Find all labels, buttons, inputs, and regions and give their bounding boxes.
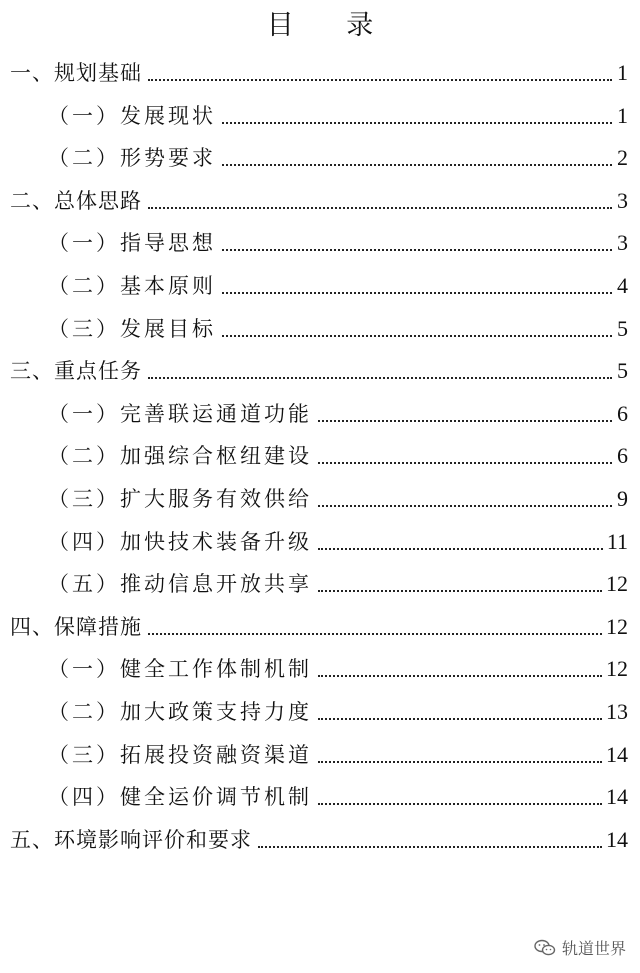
- toc-entry-page: 6: [617, 443, 628, 469]
- toc-entry-label: （五）推动信息开放共享: [48, 572, 312, 597]
- toc-entry[interactable]: [0, 648, 640, 682]
- dot-leader: [222, 292, 612, 294]
- toc-entry-label: 三、重点任务: [10, 359, 142, 384]
- toc-entry[interactable]: [0, 52, 640, 86]
- toc-entry-page: 14: [606, 741, 628, 767]
- dot-leader: [222, 249, 612, 251]
- toc-entry-label: （二）形势要求: [48, 146, 216, 171]
- toc-entry-label: （一）指导思想: [48, 231, 216, 256]
- toc-entry-page: 3: [617, 230, 628, 256]
- toc-entry-label: 一、规划基础: [10, 61, 142, 85]
- toc-entry-page: 1: [617, 102, 628, 128]
- toc-entry-label: 四、保障措施: [10, 614, 142, 639]
- toc-entry[interactable]: [0, 819, 640, 853]
- toc-entry-label: （四）加快技术装备升级: [48, 529, 312, 554]
- dot-leader: [148, 207, 612, 209]
- toc-entry-page: 5: [617, 315, 628, 341]
- toc-entry[interactable]: [0, 521, 640, 555]
- toc-entry[interactable]: [0, 95, 640, 129]
- toc-entry-page: 9: [617, 486, 628, 511]
- toc-entry-label: （二）加大政策支持力度: [48, 700, 312, 724]
- toc-entry-page: 12: [606, 613, 628, 639]
- dot-leader: [222, 335, 612, 337]
- toc-entry[interactable]: [0, 350, 640, 384]
- toc-entry[interactable]: [0, 222, 640, 256]
- toc-entry-label: （二）基本原则: [48, 274, 216, 298]
- dot-leader: [318, 420, 612, 422]
- dot-leader: [148, 633, 602, 635]
- toc-entry-label: （三）扩大服务有效供给: [48, 487, 312, 511]
- toc-entry-page: 1: [617, 60, 628, 85]
- toc-entry-page: 5: [617, 358, 628, 384]
- toc-entry-page: 13: [606, 699, 628, 724]
- watermark-text: 轨道世界: [561, 939, 626, 958]
- dot-leader: [222, 122, 612, 124]
- toc-entry-page: 11: [606, 528, 628, 554]
- toc-entry[interactable]: [0, 137, 640, 171]
- dot-leader: [222, 164, 612, 166]
- toc-entry-page: 14: [606, 784, 628, 810]
- toc-entry-label: （四）健全运价调节机制: [48, 785, 312, 810]
- dot-leader: [318, 803, 602, 805]
- dot-leader: [148, 377, 612, 379]
- toc-entry-page: 6: [617, 400, 628, 426]
- toc-entry-page: 4: [617, 273, 628, 298]
- dot-leader: [148, 79, 612, 81]
- toc-entry-page: 14: [606, 826, 628, 852]
- toc-entry-label: 五、环境影响评价和要求: [10, 827, 252, 852]
- dot-leader: [318, 675, 602, 677]
- dot-leader: [318, 761, 602, 763]
- toc-entry[interactable]: [0, 606, 640, 640]
- dot-leader: [318, 590, 602, 592]
- toc-entry-page: 12: [606, 656, 628, 682]
- toc-entry[interactable]: [0, 691, 640, 725]
- dot-leader: [258, 846, 602, 848]
- toc-entry-label: 二、总体思路: [10, 188, 142, 213]
- toc-entry-label: （二）加强综合枢纽建设: [48, 444, 312, 469]
- page-title: 目 录: [266, 10, 396, 41]
- toc-entry[interactable]: [0, 734, 640, 768]
- toc-entry-label: （一）健全工作体制机制: [48, 657, 312, 682]
- toc-entry-label: （三）拓展投资融资渠道: [48, 742, 312, 767]
- toc-entry[interactable]: [0, 265, 640, 299]
- toc-entry-page: 3: [617, 187, 628, 213]
- toc-entry[interactable]: [0, 435, 640, 469]
- wechat-icon: [534, 939, 556, 957]
- toc-entry[interactable]: [0, 180, 640, 214]
- toc-entry-page: 12: [606, 571, 628, 597]
- toc-entry[interactable]: [0, 393, 640, 427]
- dot-leader: [318, 462, 612, 464]
- toc-entry[interactable]: [0, 478, 640, 512]
- toc-entry-label: （三）发展目标: [48, 316, 216, 341]
- toc-entry-label: （一）完善联运通道功能: [48, 401, 312, 426]
- toc-entry-page: 2: [617, 145, 628, 171]
- dot-leader: [318, 505, 612, 507]
- toc-entry-label: （一）发展现状: [48, 103, 216, 128]
- toc-entry[interactable]: [0, 563, 640, 597]
- toc-entry[interactable]: [0, 776, 640, 810]
- dot-leader: [318, 718, 602, 720]
- toc-entry[interactable]: [0, 308, 640, 342]
- watermark: [534, 936, 626, 959]
- dot-leader: [318, 548, 603, 550]
